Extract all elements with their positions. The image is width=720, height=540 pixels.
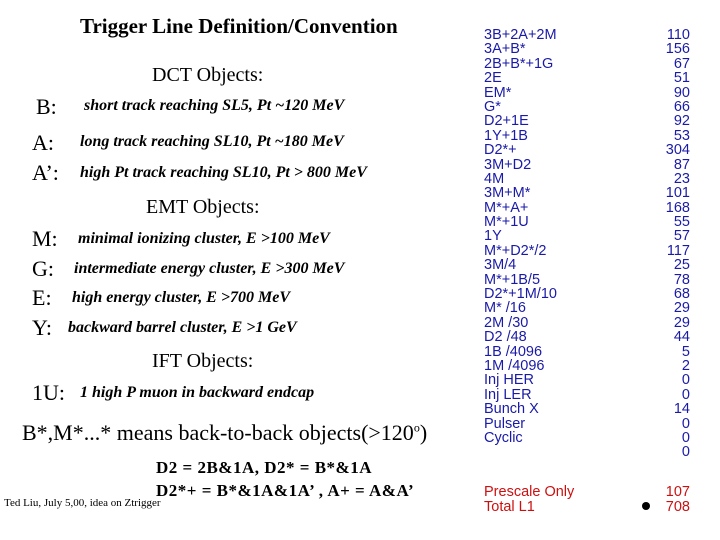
dct-key-aprime: A’: xyxy=(32,160,59,185)
trigger-line-value: 0 xyxy=(681,429,690,446)
trigger-line-name: 1Y+1B xyxy=(484,127,528,144)
trigger-line-name: G* xyxy=(484,98,501,115)
trigger-line-value: 0 xyxy=(681,415,690,432)
emt-key-m: M: xyxy=(32,226,58,251)
prescale-label: Prescale Only xyxy=(484,484,575,500)
trigger-line-value: 110 xyxy=(666,27,690,43)
trigger-line-name: 3M+M* xyxy=(484,185,531,202)
trigger-line-value: 87 xyxy=(673,156,690,173)
prescale-value: 107 xyxy=(665,484,690,500)
trigger-line-value: 14 xyxy=(673,401,690,418)
trigger-line-value: 0 xyxy=(681,372,690,389)
trigger-line-name: 3M+D2 xyxy=(484,156,532,173)
trigger-line-value: 78 xyxy=(673,271,690,288)
trigger-line-name: 1B /4096 xyxy=(484,343,543,360)
emt-key-g: G: xyxy=(32,256,54,281)
trigger-line-value: 53 xyxy=(673,127,690,144)
emt-desc-g: intermediate energy cluster, E >300 MeV xyxy=(74,260,345,277)
emt-desc-m: minimal ionizing cluster, E >100 MeV xyxy=(78,230,330,247)
trigger-line-name: D2 /48 xyxy=(484,329,527,346)
trigger-line-value: 2 xyxy=(681,357,690,374)
trigger-line-name: 3B+2A+2M xyxy=(484,27,557,43)
emt-heading: EMT Objects: xyxy=(146,196,260,218)
ift-heading: IFT Objects: xyxy=(152,350,254,372)
dct-desc-b: short track reaching SL5, Pt ~120 MeV xyxy=(84,97,345,114)
trigger-line-value: 304 xyxy=(665,142,690,159)
trigger-line-name: M*+D2*/2 xyxy=(484,242,547,259)
trigger-line-value: 23 xyxy=(673,170,690,187)
page-title: Trigger Line Definition/Convention xyxy=(80,14,398,38)
trigger-line-value: 29 xyxy=(673,314,690,331)
trigger-line-value: 51 xyxy=(673,70,690,87)
trigger-line-name: Bunch X xyxy=(484,401,539,418)
trigger-line-value: 0 xyxy=(681,386,690,403)
trigger-line-name: Cyclic xyxy=(484,429,523,446)
trigger-line-value: 101 xyxy=(665,185,690,202)
emt-key-y: Y: xyxy=(32,315,52,340)
emt-desc-e: high energy cluster, E >700 MeV xyxy=(72,289,291,306)
trigger-value-list xyxy=(630,28,690,460)
trigger-line-value: 66 xyxy=(673,98,690,115)
trigger-line-name: 1Y xyxy=(484,228,502,245)
trigger-line-value: 44 xyxy=(673,329,690,346)
trigger-line-value: 168 xyxy=(665,199,690,216)
trigger-line-value: 67 xyxy=(673,55,690,72)
emt-key-e: E: xyxy=(32,285,52,310)
trigger-line-value: 0 xyxy=(681,444,690,461)
dct-desc-a: long track reaching SL10, Pt ~180 MeV xyxy=(80,133,344,150)
trigger-line-name: 1M /4096 xyxy=(484,357,545,374)
trigger-line-name: EM* xyxy=(484,84,512,101)
definition-d2plus: D2*+ = B*&1A&1A’ , A+ = A&A’ xyxy=(156,481,415,500)
dct-heading: DCT Objects: xyxy=(152,64,264,86)
trigger-line-value: 57 xyxy=(673,228,690,245)
dct-key-b: B: xyxy=(36,94,57,119)
trigger-line-name: D2*+1M/10 xyxy=(484,286,557,303)
trigger-line-name: Pulser xyxy=(484,415,526,432)
total-l1-label: Total L1 xyxy=(484,499,535,515)
trigger-line-value: 68 xyxy=(673,286,690,303)
trigger-line-name: 2E xyxy=(484,70,502,87)
trigger-line-name: M* /16 xyxy=(484,300,526,317)
trigger-line-value: 55 xyxy=(673,214,690,231)
trigger-line-name: 2B+B*+1G xyxy=(484,55,554,72)
trigger-line-name: D2*+ xyxy=(484,142,517,159)
ift-desc-1u: 1 high P muon in backward endcap xyxy=(80,384,315,401)
trigger-line-name: Inj HER xyxy=(484,372,534,389)
trigger-line-name: D2+1E xyxy=(484,113,529,130)
trigger-line-value: 5 xyxy=(681,343,690,360)
dct-key-a: A: xyxy=(32,130,54,155)
trigger-line-value: 117 xyxy=(666,242,690,259)
trigger-line-name: 2M /30 xyxy=(484,314,529,331)
total-l1-value: 708 xyxy=(665,499,690,515)
back-to-back-note: B*,M*...* means back-to-back $objects(>120^o)$ xyxy=(22,420,428,445)
bullet-dot-icon xyxy=(642,502,650,510)
credit-note: Ted Liu, July 5,00, idea on Ztrigger xyxy=(4,497,161,509)
trigger-line-name: Inj LER xyxy=(484,386,532,403)
trigger-line-value: 25 xyxy=(673,257,690,274)
trigger-line-value: 29 xyxy=(673,300,690,317)
definition-d2: D2 = 2B&1A, D2* = B*&1A xyxy=(156,458,372,477)
trigger-line-list xyxy=(484,28,557,445)
trigger-line-value: 90 xyxy=(673,84,690,101)
trigger-line-name: M*+1B/5 xyxy=(484,271,541,288)
trigger-line-name: 4M xyxy=(484,170,505,187)
ift-key-1u: 1U: xyxy=(32,380,65,405)
trigger-line-name: M*+1U xyxy=(484,214,529,231)
trigger-line-name: 3A+B* xyxy=(484,41,526,58)
dct-desc-aprime: high Pt track reaching SL10, Pt > 800 MeV xyxy=(80,164,367,181)
trigger-line-name: 3M/4 xyxy=(484,257,517,274)
trigger-line-name: M*+A+ xyxy=(484,199,529,216)
trigger-line-value: 156 xyxy=(665,41,690,58)
emt-desc-y: backward barrel cluster, E >1 GeV xyxy=(68,319,297,336)
trigger-line-value: 92 xyxy=(673,113,690,130)
